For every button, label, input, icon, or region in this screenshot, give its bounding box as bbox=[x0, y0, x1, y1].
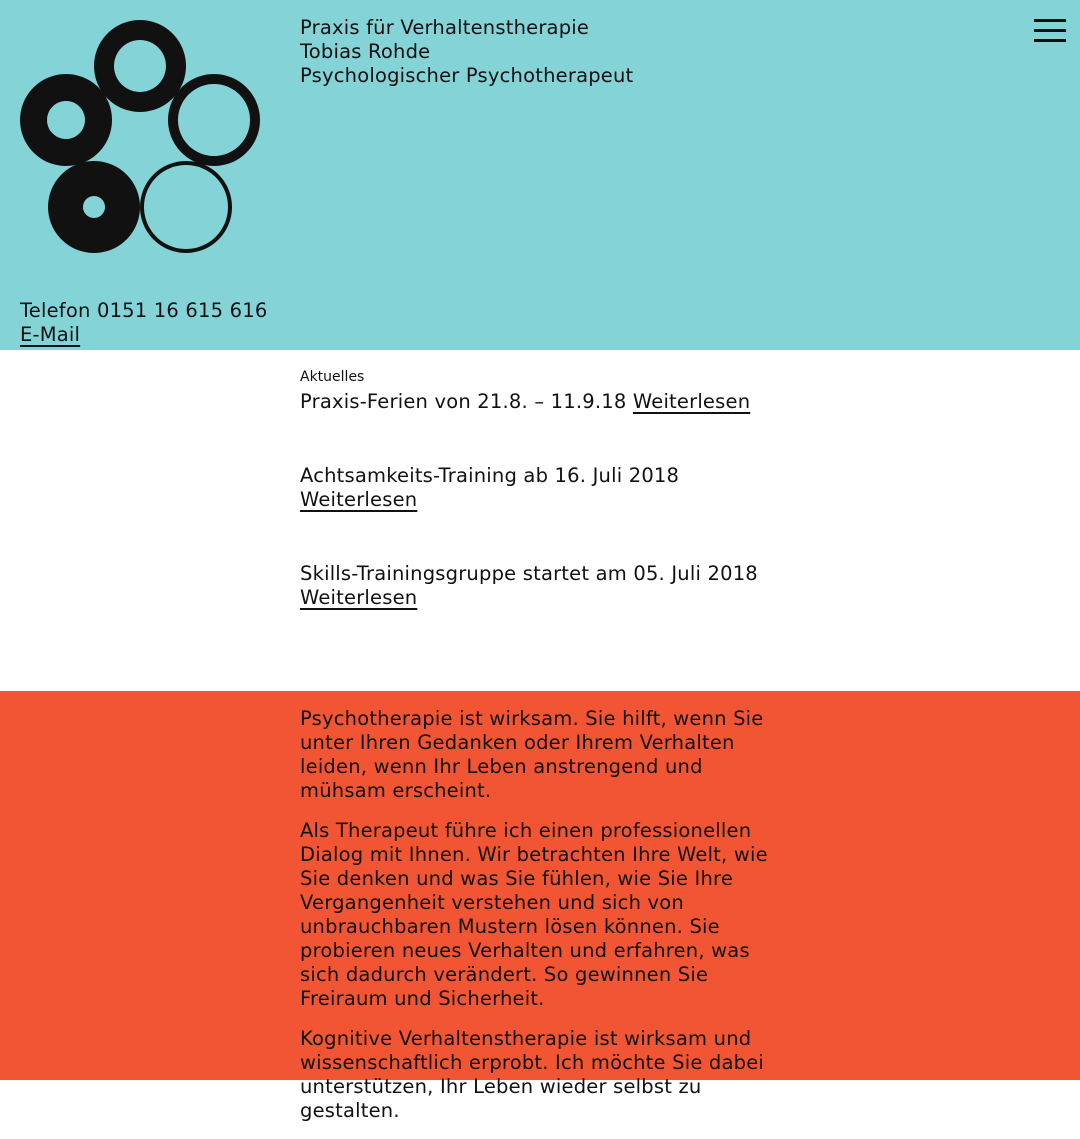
read-more-link[interactable]: Weiterlesen bbox=[632, 390, 751, 413]
menu-line bbox=[1034, 19, 1066, 22]
intro-paragraph: Psychotherapie ist wirksam. Sie hilft, wenn Sie unter Ihren Gedanken oder Ihrem Verhalten leiden, wenn Ihr Leben anstrengend und mühsam erscheint. bbox=[300, 707, 764, 802]
phone-number: Telefon 0151 16 615 616 bbox=[20, 299, 268, 322]
menu-line bbox=[1034, 29, 1066, 32]
intro-paragraph: Kognitive Verhaltenstherapie ist wirksam und wissenschaftlich erprobt. Ich möchte Sie dabei unterstützen, Ihr Leben wieder selbst zu gestalten. bbox=[300, 1027, 765, 1122]
read-more-link[interactable]: Weiterlesen bbox=[300, 586, 418, 609]
news-section bbox=[0, 350, 1080, 691]
therapist-name: Tobias Rohde bbox=[300, 40, 431, 63]
intro-paragraph: Als Therapeut führe ich einen professionellen Dialog mit Ihnen. Wir betrachten Ihre Welt, wie Sie denken und was Sie fühlen, wie Sie Ihre Vergangenheit verstehen und sich von unbrauchbaren Mustern lösen können. Sie probieren neues Verhalten und erfahren, was sich dadurch verändert. So gewinnen Sie Freiraum und Sicherheit. bbox=[300, 819, 768, 1010]
news-heading: Aktuelles bbox=[300, 369, 365, 385]
logo-icon[interactable] bbox=[20, 20, 260, 260]
read-more-link[interactable]: Weiterlesen bbox=[300, 488, 418, 511]
email-link[interactable]: E-Mail bbox=[20, 323, 81, 346]
news-title: Achtsamkeits-Training ab 16. Juli 2018 bbox=[300, 464, 680, 487]
contact-info bbox=[20, 299, 267, 347]
profession: Psychologischer Psychotherapeut bbox=[300, 64, 634, 87]
site-header bbox=[0, 0, 1080, 350]
practice-info bbox=[300, 16, 633, 88]
news-title: Skills-Trainingsgruppe startet am 05. Juli 2018 bbox=[300, 562, 758, 585]
intro-text bbox=[300, 707, 770, 1139]
hamburger-menu-icon[interactable] bbox=[1034, 18, 1066, 44]
news-item bbox=[300, 390, 760, 414]
menu-line bbox=[1034, 39, 1066, 42]
news-title: Praxis-Ferien von 21.8. – 11.9.18 bbox=[300, 390, 627, 413]
news-item bbox=[300, 562, 760, 610]
practice-name: Praxis für Verhaltenstherapie bbox=[300, 16, 590, 39]
intro-section bbox=[0, 691, 1080, 1122]
news-item bbox=[300, 464, 760, 512]
